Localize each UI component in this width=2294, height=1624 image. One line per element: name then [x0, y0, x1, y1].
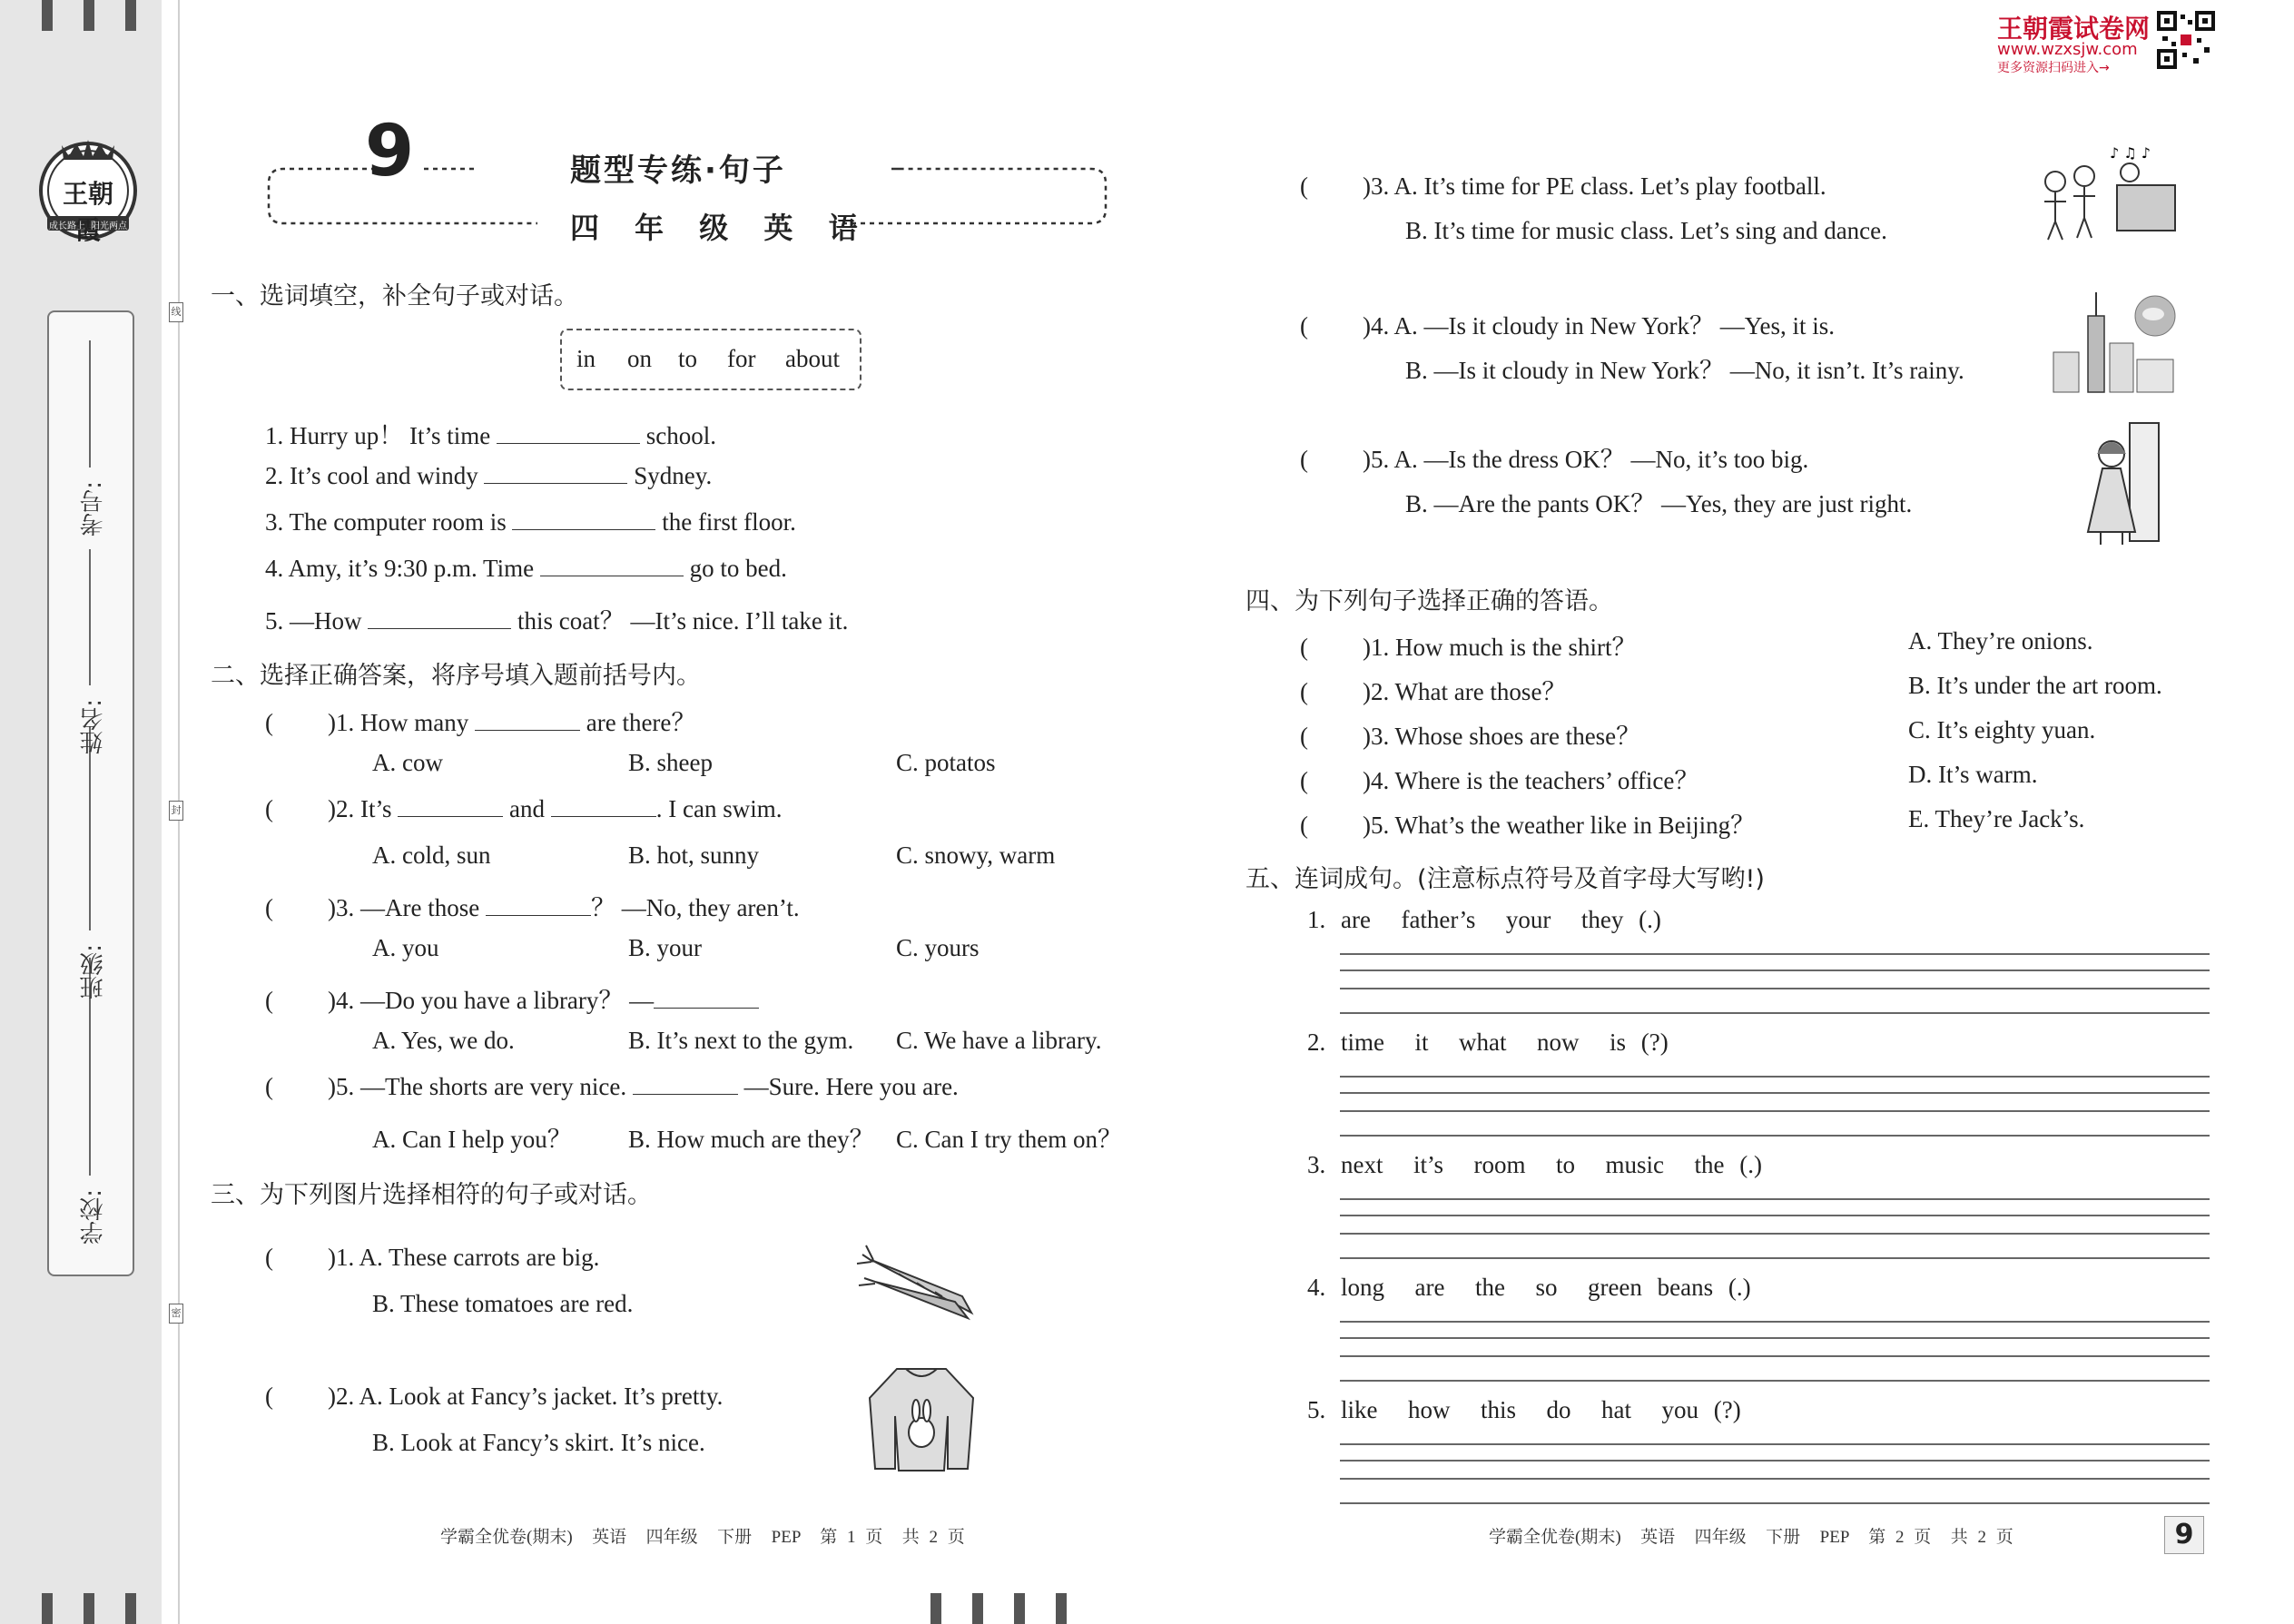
s1-question-3: 3. The computer room is the first floor. [265, 508, 796, 536]
s2-option: B. your [628, 934, 702, 961]
answer-blank[interactable] [633, 1094, 738, 1095]
word-bank-item: for [727, 345, 756, 372]
section5-title: 五、连词成句。(注意标点符号及首字母大写哟!) [1245, 865, 1765, 893]
s2-option: C. We have a library. [896, 1027, 1102, 1054]
answer-blank[interactable] [484, 483, 627, 484]
answer-blank[interactable] [551, 816, 656, 817]
writing-line[interactable] [1340, 1321, 2210, 1323]
writing-line[interactable] [1340, 1460, 2210, 1462]
section1-title: 一、选词填空，补全句子或对话。 [211, 282, 578, 310]
crop-mark [84, 1593, 94, 1624]
s5-question-4: 4. long are the so green beans (.) [1307, 1274, 1751, 1301]
s2-option: B. hot, sunny [628, 842, 760, 869]
writing-line[interactable] [1340, 1092, 2210, 1094]
word-bank-item: in [576, 345, 596, 372]
s3-question-2: ( )2. A. Look at Fancy’s jacket. It’s pretty. [265, 1383, 724, 1410]
s4-answer: B. It’s under the art room. [1908, 672, 2162, 699]
writing-line[interactable] [1340, 969, 2210, 971]
word-bank [560, 329, 861, 390]
section4-title: 四、为下列句子选择正确的答语。 [1245, 587, 1613, 615]
s5-question-3: 3. next it’s room to music the (.) [1307, 1151, 1762, 1178]
writing-line[interactable] [1340, 1012, 2210, 1014]
exam-number-field[interactable] [89, 340, 91, 468]
s2-option: B. How much are they？ [628, 1126, 874, 1153]
section2-title: 二、选择正确答案，将序号填入题前括号内。 [211, 662, 701, 690]
writing-line[interactable] [1340, 1233, 2210, 1235]
answer-blank[interactable] [497, 443, 640, 444]
answer-blank[interactable] [368, 628, 511, 629]
s2-question-2: ( )2. It’s and . I can swim. [265, 795, 783, 822]
s1-question-2: 2. It’s cool and windy Sydney. [265, 462, 713, 489]
page-number: 9 [2164, 1516, 2204, 1554]
s2-option: A. Can I help you？ [372, 1126, 572, 1153]
s4-question-3: ( )3. Whose shoes are these？ [1300, 723, 1641, 750]
crop-mark [84, 0, 94, 31]
watermark-tagline: 更多资源扫码进入→ [1997, 61, 2110, 75]
answer-blank[interactable] [398, 816, 503, 817]
s2-option: B. sheep [628, 749, 713, 776]
logo-motto-left: 成长路上 [49, 221, 85, 231]
s2-option: A. cold, sun [372, 842, 491, 869]
binding-mark: 封 [169, 801, 183, 821]
school-label: 学校: [80, 1189, 107, 1245]
music-class-picture [2028, 145, 2182, 243]
publisher-logo [34, 134, 142, 245]
watermark-url[interactable]: www.wzxsjw.com [1997, 40, 2138, 59]
s2-option: A. Yes, we do. [372, 1027, 515, 1054]
s2-question-3: ( )3. —Are those ？ —No, they aren’t. [265, 894, 800, 921]
logo-text: 王朝霞 [62, 179, 113, 245]
s4-answer: E. They’re Jack’s. [1908, 805, 2085, 832]
s1-question-5: 5. —How this coat？ —It’s nice. I’ll take it. [265, 607, 849, 635]
answer-blank[interactable] [654, 1008, 759, 1009]
s1-question-4: 4. Amy, it’s 9:30 p.m. Time go to bed. [265, 555, 787, 582]
page-subtitle: 四 年 级 英 语 [570, 211, 871, 245]
qr-code[interactable] [2157, 11, 2215, 69]
new-york-picture [2046, 289, 2188, 396]
class-field[interactable] [89, 726, 91, 930]
binding-mark: 线 [169, 302, 183, 322]
s1-question-1: 1. Hurry up！ It’s time school. [265, 422, 716, 449]
s3-question-5: ( )5. A. —Is the dress OK？ —No, it’s too big. [1300, 446, 1809, 473]
name-field[interactable] [89, 549, 91, 685]
s2-question-4: ( )4. —Do you have a library？ — [265, 980, 759, 1016]
crop-mark [972, 1593, 983, 1624]
s2-option: B. It’s next to the gym. [628, 1027, 854, 1054]
svg-text:♪ ♫ ♪: ♪ ♫ ♪ [2110, 145, 2151, 162]
s3-option-b: B. These tomatoes are red. [372, 1290, 634, 1317]
s3-question-4: ( )4. A. —Is it cloudy in New York？ —Yes, it is. [1300, 312, 1836, 340]
crop-mark [1056, 1593, 1067, 1624]
name-label: 姓名: [80, 699, 107, 754]
s3-question-1: ( )1. A. These carrots are big. [265, 1244, 600, 1271]
girl-dress-picture [2079, 418, 2162, 548]
writing-line[interactable] [1340, 1380, 2210, 1382]
s4-question-2: ( )2. What are those？ [1300, 678, 1567, 705]
s5-question-5: 5. like how this do hat you (?) [1307, 1396, 1741, 1423]
logo-motto-right: 阳光两点 [91, 221, 127, 231]
s5-question-1: 1. are father’s your they (.) [1307, 906, 1661, 933]
writing-line[interactable] [1340, 1478, 2210, 1480]
s4-answer: A. They’re onions. [1908, 627, 2093, 655]
writing-line[interactable] [1340, 1502, 2210, 1504]
s4-answer: D. It’s warm. [1908, 761, 2038, 788]
word-bank-item: to [678, 345, 698, 372]
writing-line[interactable] [1340, 1135, 2210, 1137]
crop-mark [930, 1593, 941, 1624]
word-bank-item: on [627, 345, 652, 372]
footer-right: 学霸全优卷(期末) 英语 四年级 下册 PEP 第 2 页 共 2 页 [1489, 1528, 2013, 1547]
writing-line[interactable] [1340, 1215, 2210, 1216]
writing-line[interactable] [1340, 988, 2210, 989]
section3-title: 三、为下列图片选择相符的句子或对话。 [211, 1181, 652, 1209]
writing-line[interactable] [1340, 1443, 2210, 1445]
page-title: 题型专练·句子 [570, 153, 786, 189]
s4-question-5: ( )5. What’s the weather like in Beijing？ [1300, 812, 1756, 839]
s2-option: A. cow [372, 749, 443, 776]
footer-left: 学霸全优卷(期末) 英语 四年级 下册 PEP 第 1 页 共 2 页 [440, 1528, 965, 1547]
writing-line[interactable] [1340, 1110, 2210, 1112]
crop-mark [125, 0, 136, 31]
answer-blank[interactable] [475, 730, 580, 731]
s3-option-b: B. Look at Fancy’s skirt. It’s nice. [372, 1429, 705, 1456]
writing-line[interactable] [1340, 1257, 2210, 1259]
s2-option: C. Can I try them on？ [896, 1126, 1122, 1153]
writing-line[interactable] [1340, 1076, 2210, 1078]
exam-number-label: 考号: [80, 481, 107, 536]
s3-option-b: B. —Is it cloudy in New York？ —No, it isn’t. It’s rainy. [1405, 357, 1964, 384]
s4-question-4: ( )4. Where is the teachers’ office？ [1300, 767, 1699, 794]
student-info-box [47, 310, 134, 1276]
s2-question-1: ( )1. How many are there？ [265, 709, 696, 736]
s3-question-3: ( )3. A. It’s time for PE class. Let’s play football. [1300, 172, 1826, 200]
writing-line[interactable] [1340, 953, 2210, 955]
class-label: 班级: [80, 944, 107, 999]
crop-mark [42, 0, 53, 31]
s3-option-b: B. It’s time for music class. Let’s sing and dance. [1405, 217, 1887, 244]
s5-question-2: 2. time it what now is (?) [1307, 1029, 1669, 1056]
answer-blank[interactable] [486, 915, 591, 916]
crop-mark [1014, 1593, 1025, 1624]
word-bank-item: about [785, 345, 840, 372]
s2-option: C. yours [896, 934, 980, 961]
writing-line[interactable] [1340, 1355, 2210, 1357]
writing-line[interactable] [1340, 1337, 2210, 1339]
writing-line[interactable] [1340, 1198, 2210, 1200]
s4-answer: C. It’s eighty yuan. [1908, 716, 2096, 743]
answer-blank[interactable] [512, 529, 655, 530]
jacket-picture [861, 1362, 982, 1474]
unit-number: 9 [365, 111, 415, 192]
crop-mark [42, 1593, 53, 1624]
s4-question-1: ( )1. How much is the shirt？ [1300, 634, 1637, 661]
s2-option: A. you [372, 934, 439, 961]
binding-mark: 密 [169, 1304, 183, 1324]
s2-option: C. snowy, warm [896, 842, 1056, 869]
s2-question-5: ( )5. —The shorts are very nice. —Sure. Here you are. [265, 1073, 959, 1100]
watermark-site: 王朝霞试卷网 [1997, 14, 2151, 44]
s2-option: C. potatos [896, 749, 996, 776]
crop-mark [125, 1593, 136, 1624]
s3-option-b: B. —Are the pants OK？ —Yes, they are just right. [1405, 490, 1913, 517]
carrots-picture [853, 1242, 980, 1324]
